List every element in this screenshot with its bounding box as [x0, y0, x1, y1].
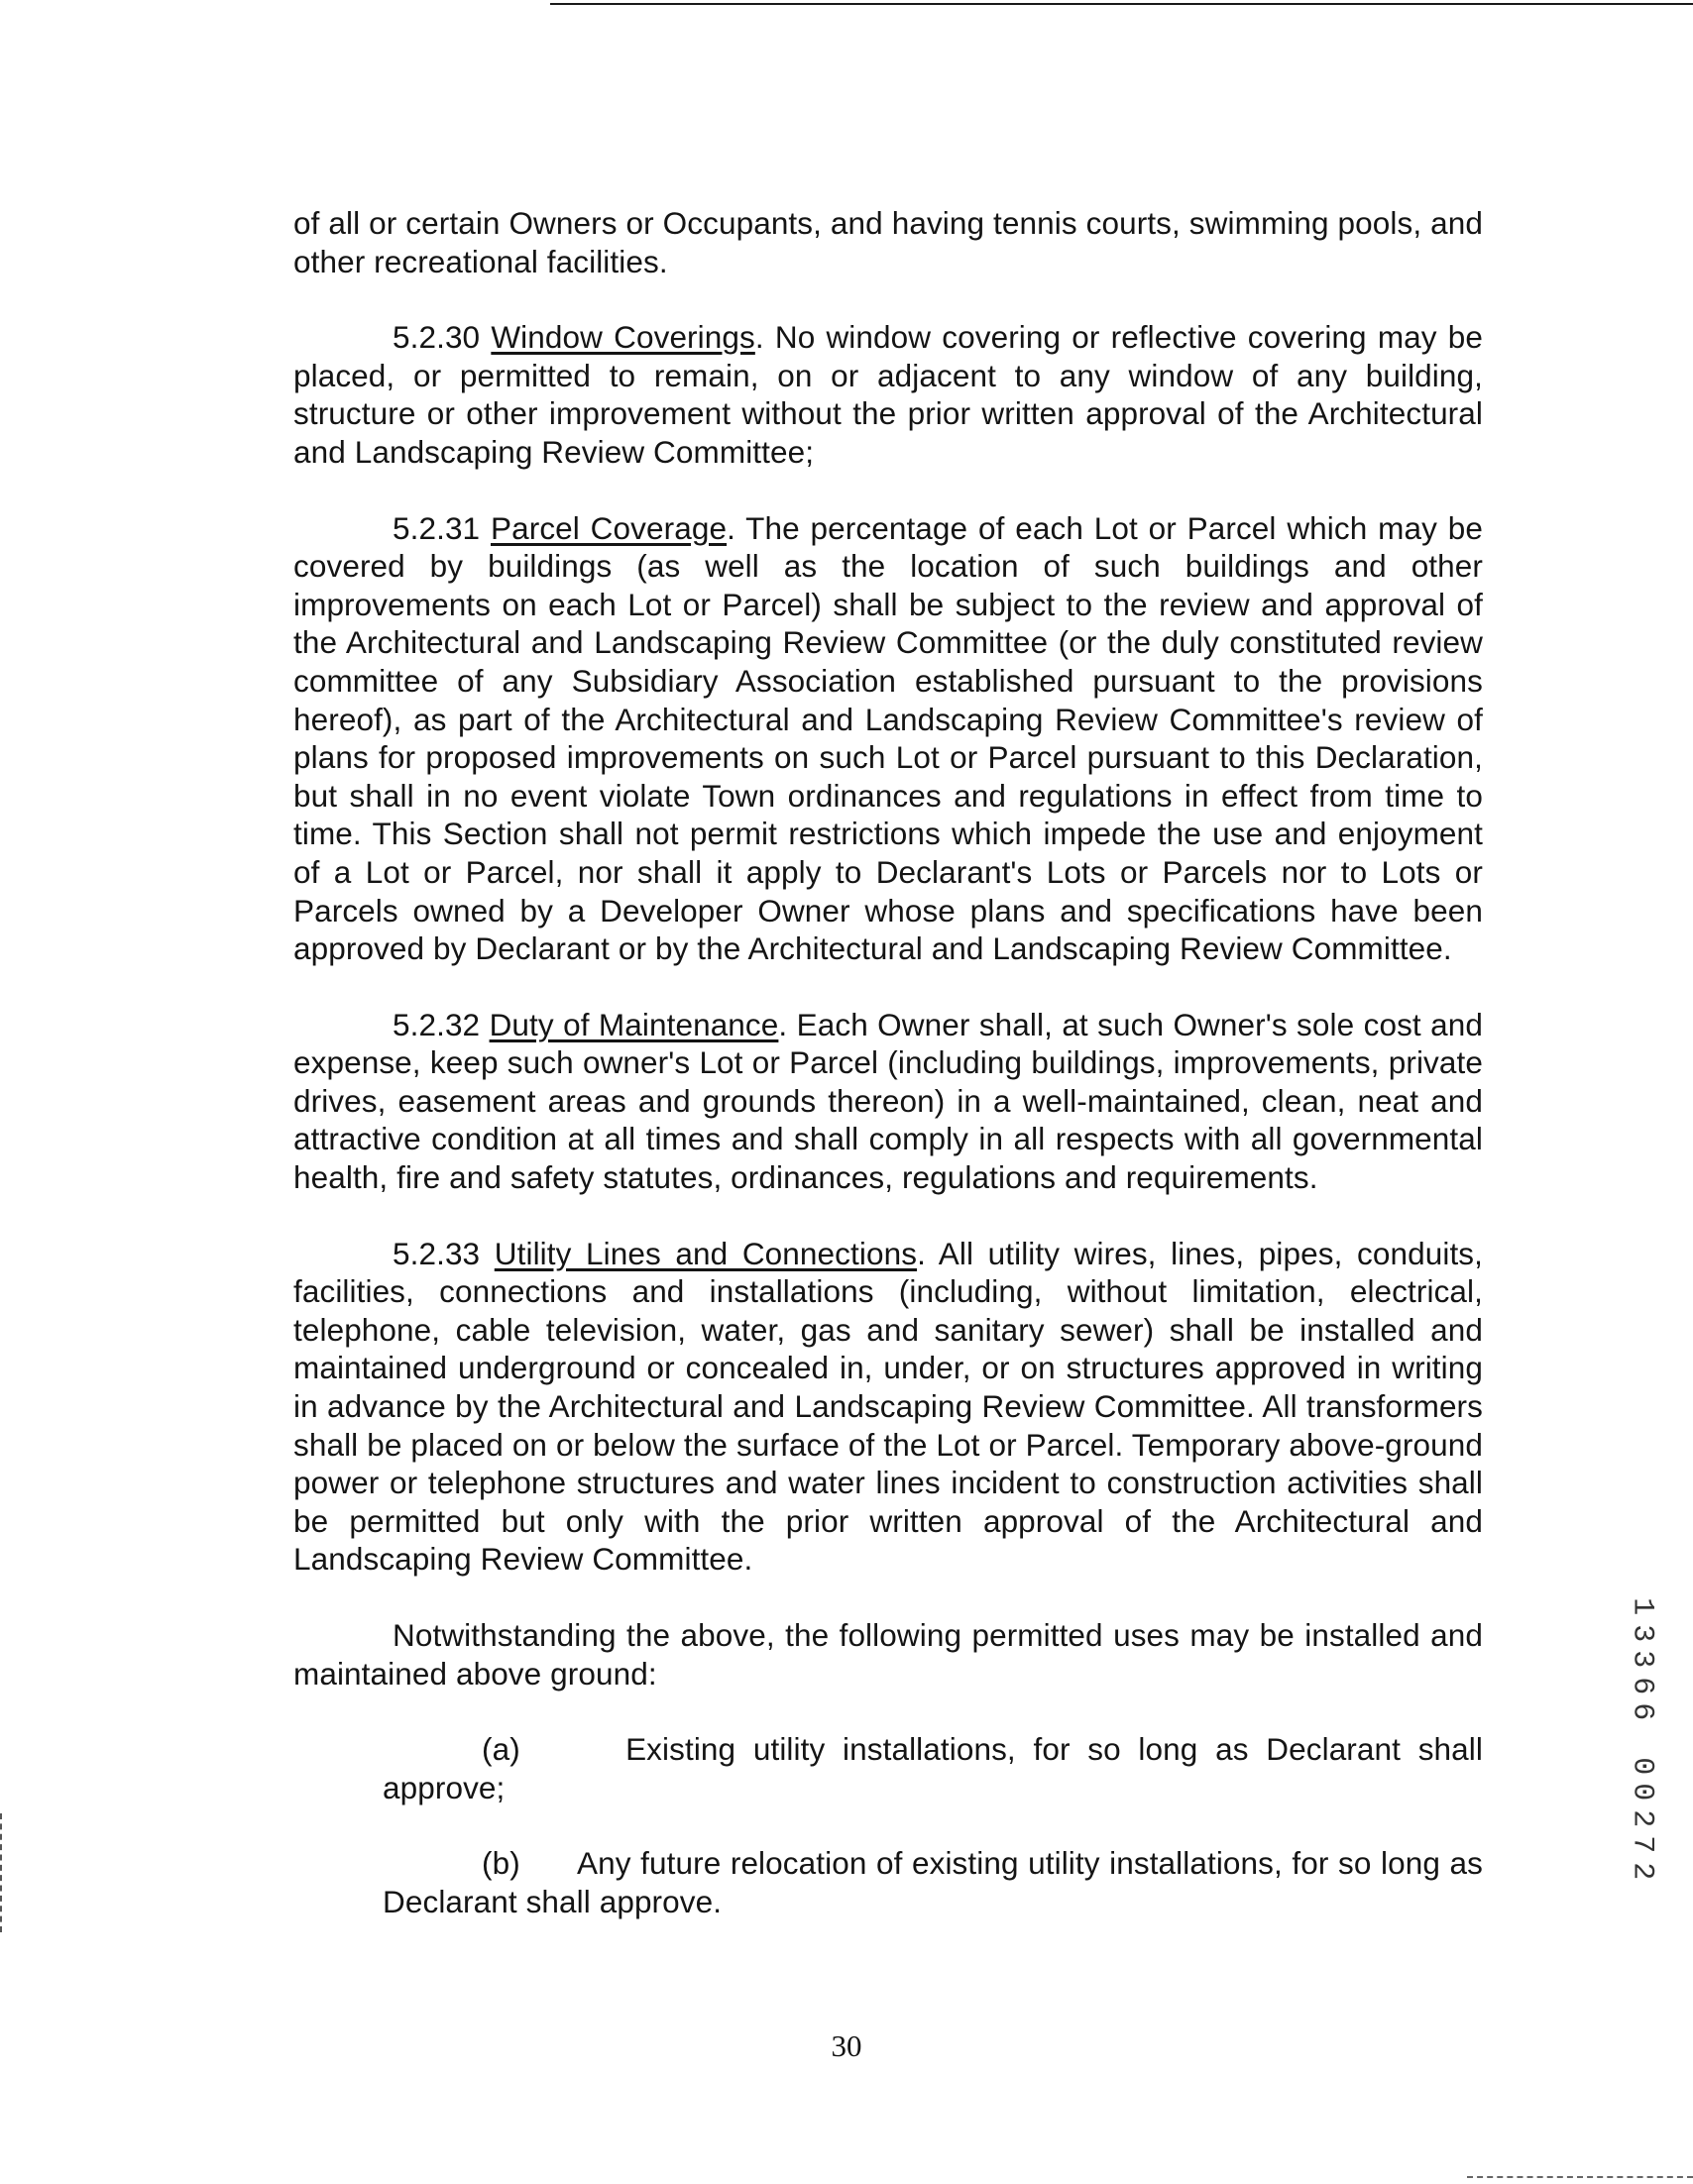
stamp-digit: 7: [1625, 1835, 1659, 1854]
stamp-digit: 1: [1625, 1597, 1659, 1616]
stamp-digit: 6: [1625, 1702, 1659, 1721]
recording-stamp: [1622, 1593, 1661, 1884]
stamp-digit: 0: [1625, 1756, 1659, 1775]
stamp-digit: 3: [1625, 1650, 1659, 1669]
section-text: . All utility wires, lines, pipes, conduits, facilities, connections and installations (including, without limitation, electrical, telephone, cable television, water, gas and sanitary sewer) shall be installed and maintained underground or concealed in, under, or on structures approved in writing in advance by the Architectural and Landscaping Review Committee. All transformers shall be placed on or below the surface of the Lot or Parcel. Temporary above-ground power or telephone structures and water lines incident to construction activities shall be permitted but only with the prior written approval of the Architectural and Landscaping Review Committee.: [293, 1235, 1484, 1578]
section-text: . Each Owner shall, at such Owner's sole cost and expense, keep such owner's Lot or Parcel (including buildings, improvements, private drives, easement areas and grounds thereon) in a well-maintained, clean, neat and attractive condition at all times and shall comply in all respects with all governmental health, fire and safety statutes, ordinances, regulations and requirements.: [293, 1006, 1483, 1196]
section-5-2-30: [293, 318, 1483, 471]
section-title: Duty of Maintenance: [489, 1006, 779, 1042]
section-number: 5.2.31: [393, 509, 481, 546]
section-5-2-31: [293, 509, 1483, 968]
paragraph-text: Notwithstanding the above, the following permitted uses may be installed and maintained above ground:: [293, 1617, 1483, 1692]
list-item-b: [383, 1844, 1483, 1920]
page-number: 30: [831, 2028, 862, 2063]
section-5-2-33: [293, 1235, 1483, 1579]
notwithstanding-paragraph: [293, 1616, 1483, 1693]
list-item-a: [383, 1730, 1483, 1806]
paragraph-text: of all or certain Owners or Occupants, and having tennis courts, swimming pools, and other recreational facilities.: [293, 205, 1483, 279]
list-item-text: Existing utility installations, for so long as Declarant shall approve;: [383, 1731, 1483, 1805]
section-number: 5.2.30: [393, 319, 481, 356]
stamp-digit: 0: [1625, 1783, 1659, 1802]
list-marker: (a): [482, 1731, 520, 1768]
scan-bottom-border: [1467, 2176, 1693, 2178]
section-title: Parcel Coverage: [491, 509, 728, 546]
list-item-text: Any future relocation of existing utility installations, for so long as Declarant shall approve.: [383, 1845, 1483, 1919]
list-marker: (b): [482, 1845, 520, 1882]
section-title: Utility Lines and Connections: [494, 1235, 918, 1271]
scan-top-border: [550, 3, 1693, 5]
stamp-digit: 2: [1625, 1808, 1659, 1827]
paragraph-continuation: [293, 204, 1483, 280]
section-number: 5.2.33: [393, 1235, 481, 1271]
stamp-digit: 3: [1625, 1623, 1659, 1642]
section-number: 5.2.32: [393, 1006, 481, 1042]
list-item-body: [383, 1844, 1483, 1920]
section-text: . No window covering or reflective covering may be placed, or permitted to remain, on or adjacent to any window of any building, structure or other improvement without the prior written approval of the Architectural and Landscaping Review Committee;: [293, 319, 1484, 470]
list-item-body: [383, 1730, 1483, 1806]
section-title: Window Coverings: [491, 319, 755, 356]
section-5-2-32: [293, 1006, 1483, 1197]
stamp-digit: 2: [1625, 1861, 1659, 1880]
scan-left-marks: [0, 1813, 5, 1932]
section-text: . The percentage of each Lot or Parcel which may be covered by buildings (as well as the location of such buildings and other improvements on each Lot or Parcel) shall be subject to the review and approval of the Architectural and Landscaping Review Committee (or the duly constituted review committee of any Subsidiary Association established pursuant to the provisions hereof), as part of the Architectural and Landscaping Review Committee's review of plans for proposed improvements on such Lot or Parcel pursuant to this Declaration, but shall in no event violate Town ordinances and regulations in effect from time to time. This Section shall not permit restrictions which impede the use and enjoyment of a Lot or Parcel, nor shall it apply to Declarant's Lots or Parcels nor to Lots or Parcels owned by a Developer Owner whose plans and specifications have been approved by Declarant or by the Architectural and Landscaping Review Committee.: [293, 509, 1483, 967]
stamp-digit: 6: [1625, 1676, 1659, 1694]
document-body: [293, 204, 1483, 1959]
